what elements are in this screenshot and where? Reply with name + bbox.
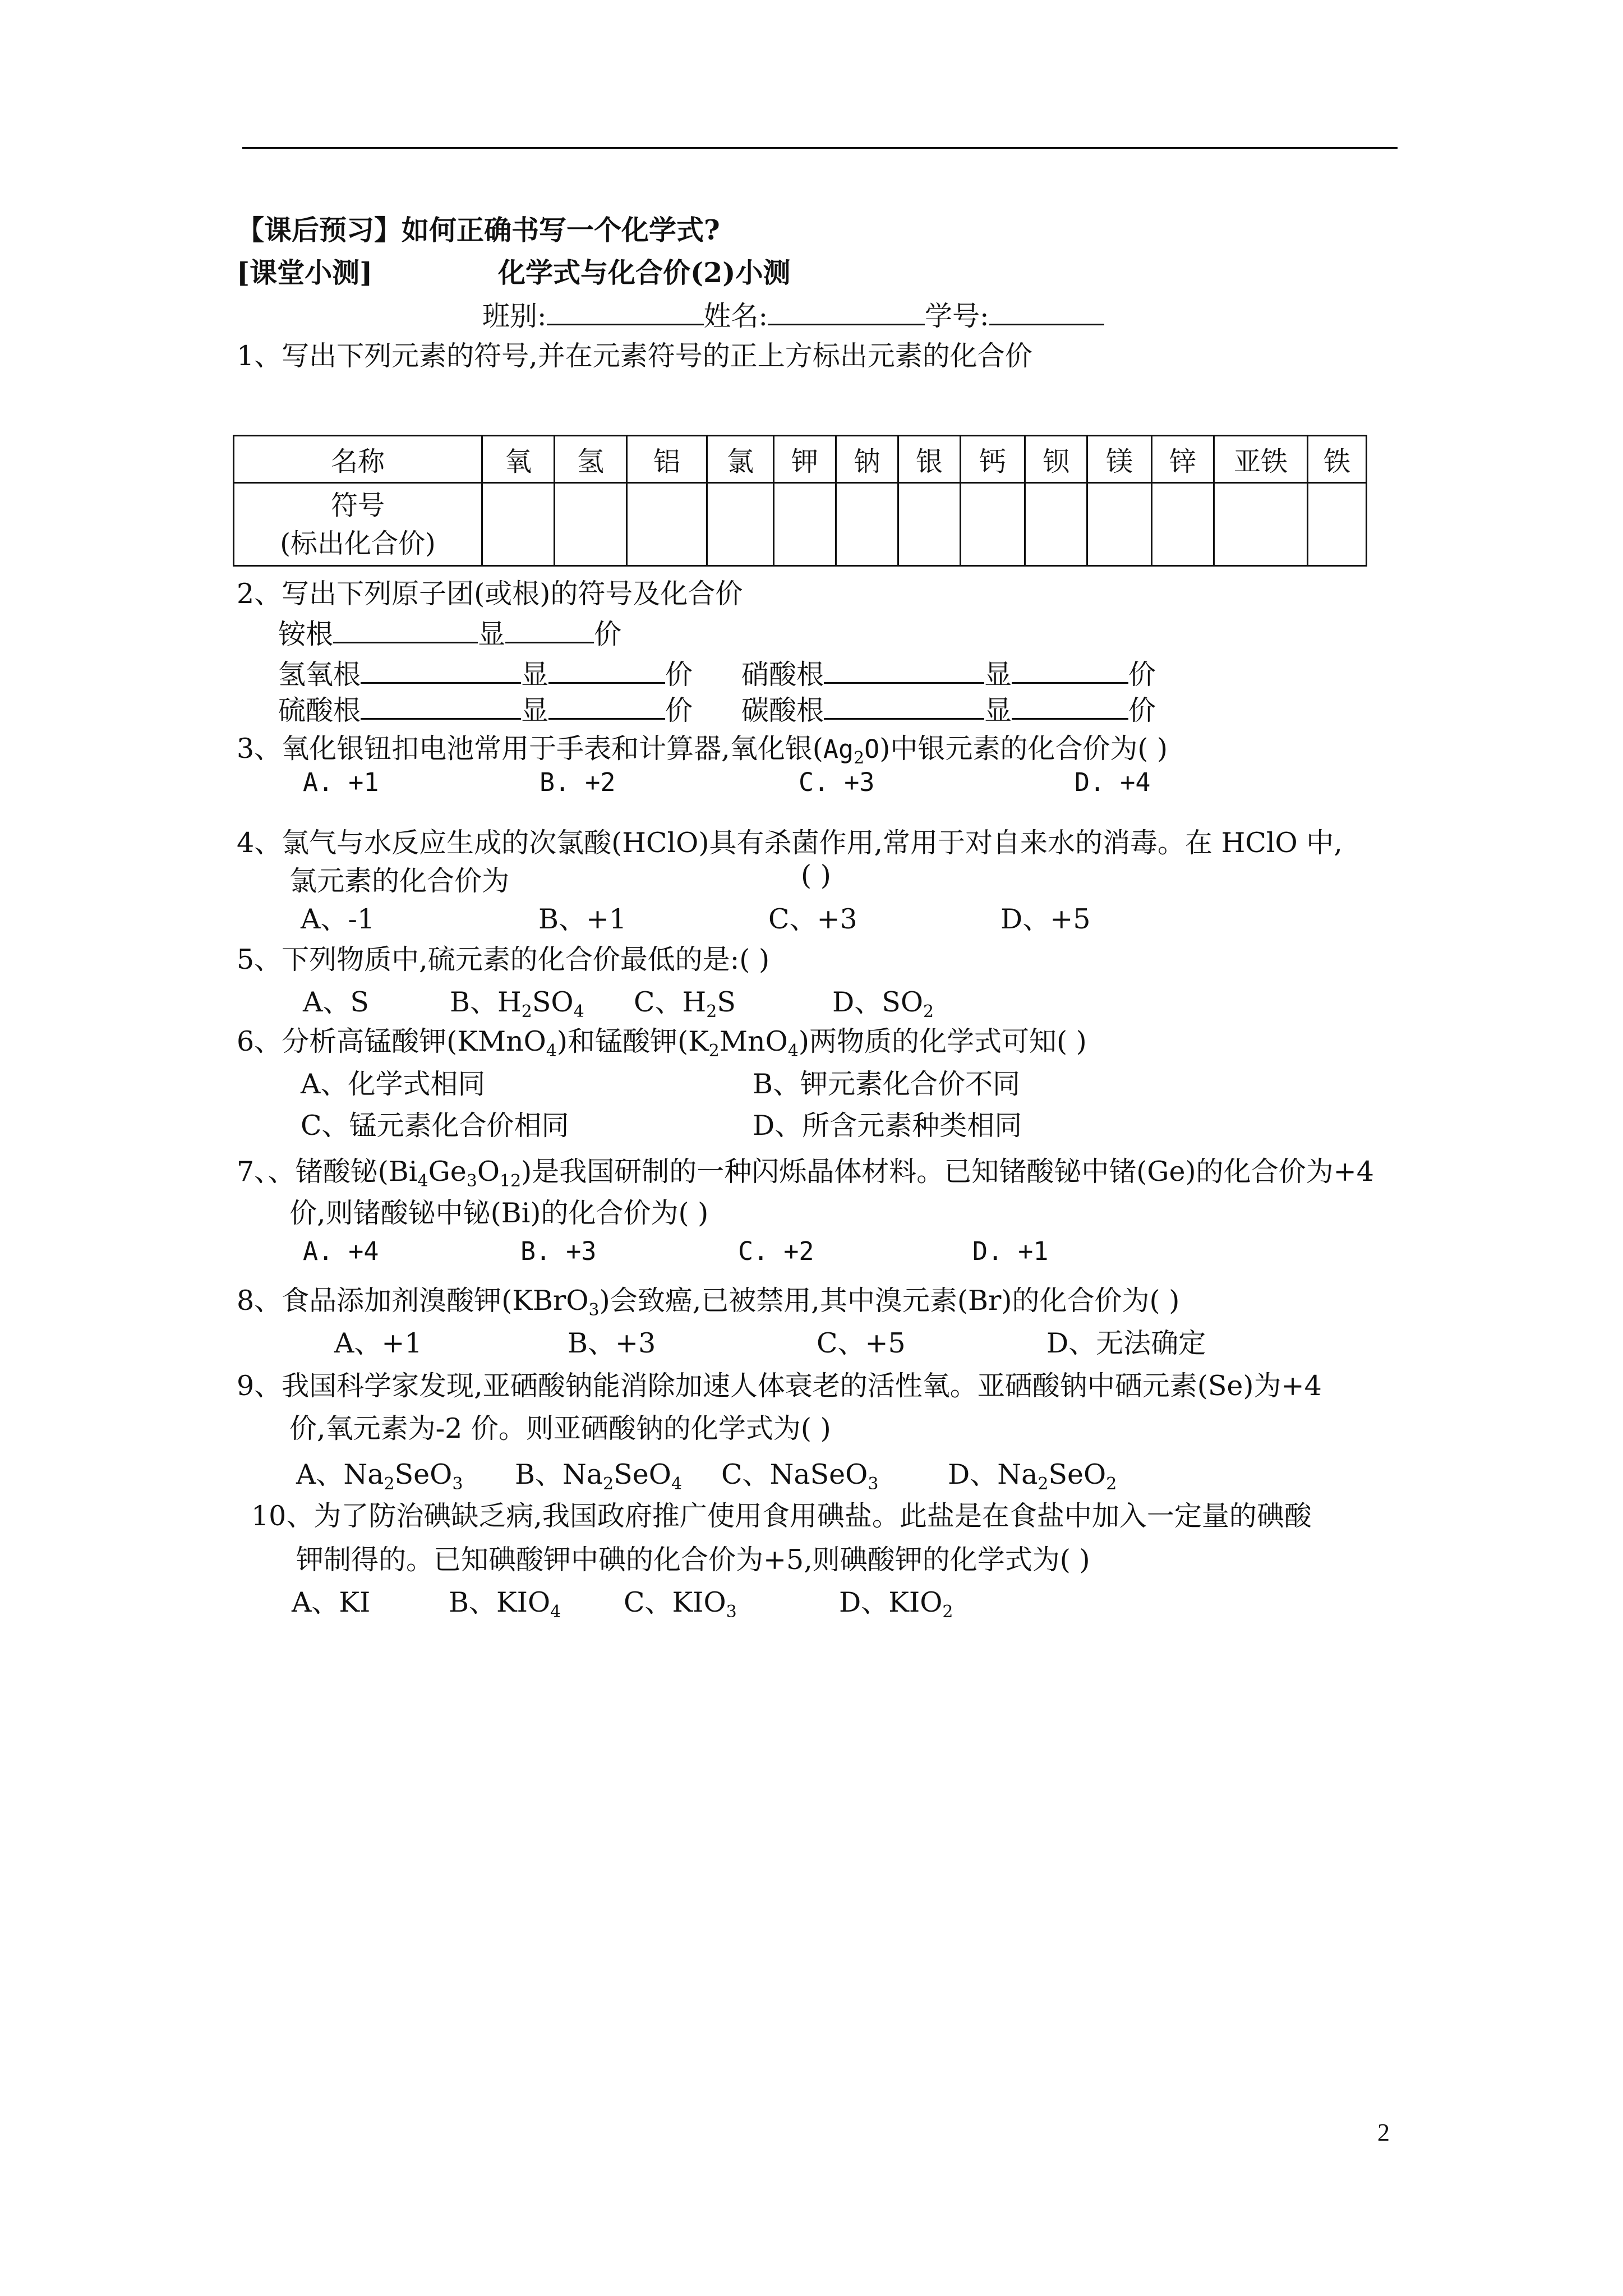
class-field[interactable] bbox=[547, 301, 704, 325]
header-rule bbox=[242, 147, 1398, 149]
jia-text: 价 bbox=[1128, 694, 1156, 726]
q6-option-a[interactable]: A、化学式相同 bbox=[301, 1068, 486, 1100]
name-label: 姓名: bbox=[703, 300, 768, 332]
group-valence-field[interactable] bbox=[548, 660, 665, 684]
q8-text-a: 8、食品添加剂溴酸钾(KBrO bbox=[237, 1285, 589, 1317]
q4-option-d[interactable]: D、+5 bbox=[1000, 903, 1091, 935]
q4-line1: 4、氯气与水反应生成的次氯酸(HClO)具有杀菌作用,常用于对自来水的消毒。在 HClO 中, bbox=[237, 827, 1343, 859]
q9-line1: 9、我国科学家发现,亚硒酸钠能消除加速人体衰老的活性氧。亚硒酸钠中硒元素(Se)为+4 bbox=[237, 1370, 1322, 1402]
student-info-row bbox=[482, 295, 1104, 334]
q7-sub2: 3 bbox=[466, 1171, 477, 1191]
q5-option-b[interactable] bbox=[450, 981, 584, 1020]
q2-text: 2、写出下列原子团(或根)的符号及化合价 bbox=[237, 578, 743, 610]
table-name-header: 名称 bbox=[234, 436, 482, 483]
element-name: 钙 bbox=[961, 436, 1025, 483]
q5-option-a[interactable]: A、S bbox=[303, 986, 369, 1018]
element-name: 镁 bbox=[1087, 436, 1152, 483]
q5-b-sub1: 2 bbox=[521, 1002, 532, 1022]
symbol-cell[interactable] bbox=[1025, 483, 1087, 566]
q5-b-sub2: 4 bbox=[573, 1002, 584, 1022]
q7-option-c[interactable]: C. +2 bbox=[738, 1236, 814, 1266]
group-symbol-field[interactable] bbox=[824, 660, 984, 684]
q6-text-a: 6、分析高锰酸钾(KMnO bbox=[237, 1025, 546, 1057]
group-row-carbonate bbox=[741, 689, 1156, 728]
element-name: 亚铁 bbox=[1214, 436, 1308, 483]
symbol-cell[interactable] bbox=[707, 483, 774, 566]
q6-text-c: MnO bbox=[719, 1025, 788, 1057]
q7-sub1: 4 bbox=[417, 1171, 428, 1191]
q7-text-b: Ge bbox=[428, 1156, 467, 1188]
q8-option-d[interactable]: D、无法确定 bbox=[1046, 1327, 1206, 1359]
q3-text-b: )中银元素的化合价为( ) bbox=[879, 733, 1168, 765]
group-row-nitrate bbox=[741, 653, 1156, 692]
q8-sub1: 3 bbox=[588, 1300, 600, 1320]
q9-b-sub2: 4 bbox=[671, 1474, 683, 1494]
quiz-title: 化学式与化合价(2)小测 bbox=[498, 256, 791, 289]
symbol-cell[interactable] bbox=[1214, 483, 1308, 566]
q6-sub3: 4 bbox=[787, 1041, 799, 1061]
xian-text: 显 bbox=[521, 694, 549, 726]
symbol-cell[interactable] bbox=[1087, 483, 1152, 566]
q9-a-sub1: 2 bbox=[384, 1474, 395, 1494]
xian-text: 显 bbox=[984, 694, 1012, 726]
q10-option-b[interactable] bbox=[449, 1581, 561, 1620]
q5-option-d[interactable] bbox=[832, 981, 934, 1020]
q9-c-naseo: C、NaSeO bbox=[721, 1458, 868, 1490]
jia-text: 价 bbox=[665, 694, 693, 726]
q3-text-a: 3、氧化银钮扣电池常用于手表和计算器,氧化银( bbox=[237, 733, 823, 765]
q9-b-sub1: 2 bbox=[603, 1474, 614, 1494]
group-symbol-field[interactable] bbox=[824, 696, 984, 720]
group-valence-field[interactable] bbox=[1012, 660, 1128, 684]
q4-option-a[interactable]: A、-1 bbox=[301, 903, 375, 935]
q5-option-c[interactable] bbox=[634, 981, 736, 1020]
symbol-cell[interactable] bbox=[836, 483, 898, 566]
symbol-header-line1: 符号 bbox=[330, 489, 385, 521]
element-name: 铁 bbox=[1308, 436, 1367, 483]
jia-text: 价 bbox=[665, 659, 693, 691]
q7-option-b[interactable]: B. +3 bbox=[520, 1236, 597, 1266]
q10-line2: 钾制得的。已知碘酸钾中碘的化合价为+5,则碘酸钾的化学式为( ) bbox=[296, 1544, 1090, 1576]
symbol-cell[interactable] bbox=[1308, 483, 1367, 566]
element-name: 氢 bbox=[555, 436, 627, 483]
q6-option-b[interactable]: B、钾元素化合价不同 bbox=[753, 1068, 1021, 1100]
q5-d-sub: 2 bbox=[923, 1002, 934, 1022]
symbol-cell[interactable] bbox=[961, 483, 1025, 566]
q9-d-na: D、Na bbox=[948, 1458, 1038, 1490]
q7-text-d: )是我国研制的一种闪烁晶体材料。已知锗酸铋中锗(Ge)的化合价为+4 bbox=[521, 1156, 1374, 1188]
q10-c-sub: 3 bbox=[726, 1602, 737, 1622]
q8-option-a[interactable]: A、+1 bbox=[334, 1327, 422, 1359]
group-symbol-field[interactable] bbox=[361, 696, 521, 720]
group-valence-field[interactable] bbox=[548, 696, 665, 720]
group-row-sulfate bbox=[278, 689, 693, 728]
group-label: 铵根 bbox=[278, 618, 334, 650]
preview-question: 如何正确书写一个化学式? bbox=[402, 214, 720, 246]
element-name: 铝 bbox=[627, 436, 707, 483]
group-label: 氢氧根 bbox=[278, 659, 361, 691]
q7-line1 bbox=[237, 1150, 1374, 1189]
q5-d-so: D、SO bbox=[832, 986, 924, 1018]
q3-formula: Ag bbox=[823, 734, 854, 764]
xian-text: 显 bbox=[984, 659, 1012, 691]
group-label: 碳酸根 bbox=[741, 694, 824, 726]
page-number: 2 bbox=[1377, 2119, 1390, 2146]
symbol-header-line2: (标出化合价) bbox=[280, 527, 436, 559]
element-table bbox=[233, 435, 1367, 567]
q5-b-so: SO bbox=[532, 986, 574, 1018]
group-label: 硝酸根 bbox=[741, 659, 824, 691]
group-row-ammonium bbox=[278, 613, 621, 652]
q3-text bbox=[237, 727, 1168, 766]
q9-option-c[interactable] bbox=[721, 1453, 878, 1492]
element-name: 银 bbox=[898, 436, 961, 483]
quiz-label: [课堂小测] bbox=[237, 256, 373, 289]
q4-paren: ( ) bbox=[801, 859, 831, 891]
table-symbol-header bbox=[234, 483, 482, 566]
q6-text bbox=[237, 1020, 1087, 1059]
q7-line2: 价,则锗酸铋中铋(Bi)的化合价为( ) bbox=[289, 1197, 709, 1229]
symbol-cell[interactable] bbox=[482, 483, 555, 566]
q5-b-h: B、H bbox=[450, 986, 522, 1018]
q7-option-a[interactable]: A. +4 bbox=[303, 1236, 379, 1266]
q6-sub2: 2 bbox=[708, 1041, 720, 1061]
element-name: 锌 bbox=[1152, 436, 1214, 483]
preview-label: 【课后预习】 bbox=[237, 214, 402, 246]
q10-b-sub: 4 bbox=[550, 1602, 561, 1622]
group-label: 硫酸根 bbox=[278, 694, 361, 726]
q5-text: 5、下列物质中,硫元素的化合价最低的是:( ) bbox=[237, 944, 770, 976]
q9-a-sub2: 3 bbox=[452, 1474, 463, 1494]
q5-c-h: C、H bbox=[634, 986, 707, 1018]
q9-option-b[interactable] bbox=[515, 1453, 682, 1492]
name-field[interactable] bbox=[768, 301, 925, 325]
group-valence-field[interactable] bbox=[1012, 696, 1128, 720]
q3-option-b[interactable]: B. +2 bbox=[540, 767, 616, 797]
q10-line1: 10、为了防治碘缺乏病,我国政府推广使用食用碘盐。此盐是在食盐中加入一定量的碘酸 bbox=[251, 1500, 1312, 1532]
group-row-hydroxide bbox=[278, 653, 693, 692]
q3-formula-tail: O bbox=[864, 734, 880, 764]
symbol-cell[interactable] bbox=[627, 483, 707, 566]
q9-d-sub1: 2 bbox=[1038, 1474, 1049, 1494]
number-label: 学号: bbox=[925, 300, 989, 332]
group-valence-field[interactable] bbox=[505, 619, 594, 643]
jia-text: 价 bbox=[1128, 659, 1156, 691]
q1-text: 1、写出下列元素的符号,并在元素符号的正上方标出元素的化合价 bbox=[237, 340, 1032, 372]
q10-option-d[interactable] bbox=[839, 1581, 953, 1620]
jia-text: 价 bbox=[594, 618, 622, 650]
q9-b-seo: SeO bbox=[614, 1458, 671, 1490]
q4-option-c[interactable]: C、+3 bbox=[768, 903, 857, 935]
symbol-cell[interactable] bbox=[774, 483, 836, 566]
q3-option-c[interactable]: C. +3 bbox=[799, 767, 875, 797]
element-name: 氯 bbox=[707, 436, 774, 483]
q6-option-c[interactable]: C、锰元素化合价相同 bbox=[301, 1110, 569, 1142]
q7-text-a: 7、、锗酸铋(Bi bbox=[237, 1156, 418, 1188]
q5-c-sub: 2 bbox=[706, 1002, 717, 1022]
symbol-cell[interactable] bbox=[1152, 483, 1214, 566]
xian-text: 显 bbox=[478, 618, 506, 650]
q3-option-d[interactable]: D. +4 bbox=[1075, 767, 1151, 797]
class-label: 班别: bbox=[482, 300, 547, 332]
q10-d-kio: D、KIO bbox=[839, 1586, 943, 1618]
q9-line2: 价,氧元素为-2 价。则亚硒酸钠的化学式为( ) bbox=[289, 1412, 831, 1444]
group-symbol-field[interactable] bbox=[361, 660, 521, 684]
element-name: 钡 bbox=[1025, 436, 1087, 483]
q9-option-d[interactable] bbox=[948, 1453, 1117, 1492]
q9-b-na: B、Na bbox=[515, 1458, 603, 1490]
q5-c-s: S bbox=[717, 986, 736, 1018]
q9-option-a[interactable] bbox=[296, 1453, 463, 1492]
element-name: 氧 bbox=[482, 436, 555, 483]
q8-text-b: )会致癌,已被禁用,其中溴元素(Br)的化合价为( ) bbox=[599, 1285, 1180, 1317]
q8-option-b[interactable]: B、+3 bbox=[568, 1327, 656, 1359]
q6-text-b: )和锰酸钾(K bbox=[556, 1025, 709, 1057]
q10-c-kio: C、KIO bbox=[624, 1586, 726, 1618]
q9-d-seo: SeO bbox=[1048, 1458, 1106, 1490]
number-field[interactable] bbox=[989, 301, 1104, 325]
element-name: 钾 bbox=[774, 436, 836, 483]
group-symbol-field[interactable] bbox=[333, 619, 478, 643]
q9-d-sub2: 2 bbox=[1106, 1474, 1117, 1494]
q10-option-a[interactable]: A、KI bbox=[292, 1586, 371, 1618]
xian-text: 显 bbox=[521, 659, 549, 691]
q7-option-d[interactable]: D. +1 bbox=[972, 1236, 1049, 1266]
q7-text-c: O bbox=[477, 1156, 500, 1188]
q10-option-c[interactable] bbox=[624, 1581, 737, 1620]
q10-d-sub: 2 bbox=[942, 1602, 953, 1622]
q8-text bbox=[237, 1279, 1179, 1318]
q4-option-b[interactable]: B、+1 bbox=[538, 903, 627, 935]
q3-formula-sub: 2 bbox=[854, 748, 865, 768]
q9-a-na: A、Na bbox=[296, 1458, 384, 1490]
q3-option-a[interactable]: A. +1 bbox=[303, 767, 379, 797]
q6-option-d[interactable]: D、所含元素种类相同 bbox=[753, 1110, 1022, 1142]
q9-a-seo: SeO bbox=[394, 1458, 453, 1490]
q10-b-kio: B、KIO bbox=[449, 1586, 551, 1618]
q8-option-c[interactable]: C、+5 bbox=[817, 1327, 906, 1359]
q6-text-d: )两物质的化学式可知( ) bbox=[798, 1025, 1087, 1057]
symbol-cell[interactable] bbox=[555, 483, 627, 566]
symbol-cell[interactable] bbox=[898, 483, 961, 566]
q9-c-sub: 3 bbox=[868, 1474, 879, 1494]
q4-line2: 氯元素的化合价为 bbox=[289, 865, 510, 897]
preview-heading bbox=[237, 209, 720, 248]
q6-sub1: 4 bbox=[546, 1041, 557, 1061]
element-name: 钠 bbox=[836, 436, 898, 483]
q7-sub3: 12 bbox=[499, 1171, 522, 1191]
